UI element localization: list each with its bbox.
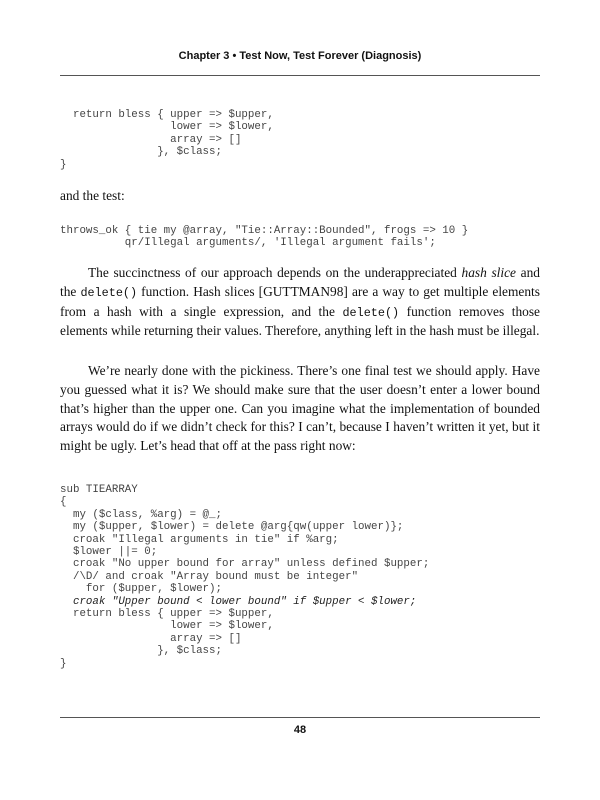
code-line: croak "Illegal arguments in tie" if %arg; <box>60 533 339 546</box>
paragraph-hash-slices <box>60 264 540 341</box>
code-line: array => [] <box>60 632 242 645</box>
footer-rule <box>60 717 540 718</box>
code-line: my ($class, %arg) = @_; <box>60 508 222 521</box>
code-line: array => [] <box>60 133 242 146</box>
paragraph-pickiness: We’re nearly done with the pickiness. There’s one final test we should apply. Have you guessed what it is? We should make sure that the user doesn’t enter a lower bound that’s higher than the upper one. Can you imagine what the implementation of bounded arrays would do if we didn’t check for this? I can’t, because I haven’t written it yet, but it might be ugly. Let’s head that off at the pass right now: <box>60 363 540 454</box>
text-run: function removes those elements while returning their values. Therefore, anything left in the hash must be illegal. <box>60 303 540 339</box>
paragraph-and-the-test: and the test: <box>60 188 125 203</box>
header-rule <box>60 75 540 76</box>
code-line: lower => $lower, <box>60 121 274 134</box>
code-line-emphasized: croak "Upper bound < lower bound" if $upper < $lower; <box>60 595 417 608</box>
code-block-tiearray <box>60 484 429 670</box>
text-run: The succinctness of our approach depends on the underappreciated <box>88 265 462 280</box>
code-line: throws_ok { tie my @array, "Tie::Array::Bounded", frogs => 10 } <box>60 225 469 237</box>
code-line: for ($upper, $lower); <box>60 583 222 596</box>
code-line: /\D/ and croak "Array bound must be integer" <box>60 570 359 583</box>
code-line: qr/Illegal arguments/, 'Illegal argument fails'; <box>60 237 436 250</box>
code-line: $lower ||= 0; <box>60 546 158 559</box>
code-line: lower => $lower, <box>60 620 274 633</box>
code-line: croak "No upper bound for array" unless defined $upper; <box>60 558 430 571</box>
code-line: return bless { upper => $upper, <box>60 109 274 121</box>
page-number: 48 <box>293 724 307 736</box>
code-line: }, $class; <box>60 645 222 658</box>
code-line: } <box>60 657 67 670</box>
text-run: function. Hash slices [GUTTMAN98] are a way to get multiple elements from a hash with a single expression, and the <box>60 283 540 319</box>
code-line: { <box>60 496 67 509</box>
code-block-throws-ok <box>60 225 468 250</box>
emphasis-hash-slice: hash slice <box>461 265 517 280</box>
inline-code-delete: delete() <box>80 285 138 300</box>
code-block-return-bless <box>60 109 274 171</box>
code-line: } <box>60 158 67 171</box>
code-line: sub TIEARRAY <box>60 484 138 496</box>
code-line: return bless { upper => $upper, <box>60 608 274 621</box>
text-run: and the <box>60 265 541 299</box>
code-line: }, $class; <box>60 146 222 159</box>
inline-code-delete: delete() <box>342 305 400 320</box>
code-line: my ($upper, $lower) = delete @arg{qw(upper lower)}; <box>60 521 404 534</box>
page-header: Chapter 3 • Test Now, Test Forever (Diagnosis) <box>178 50 422 62</box>
